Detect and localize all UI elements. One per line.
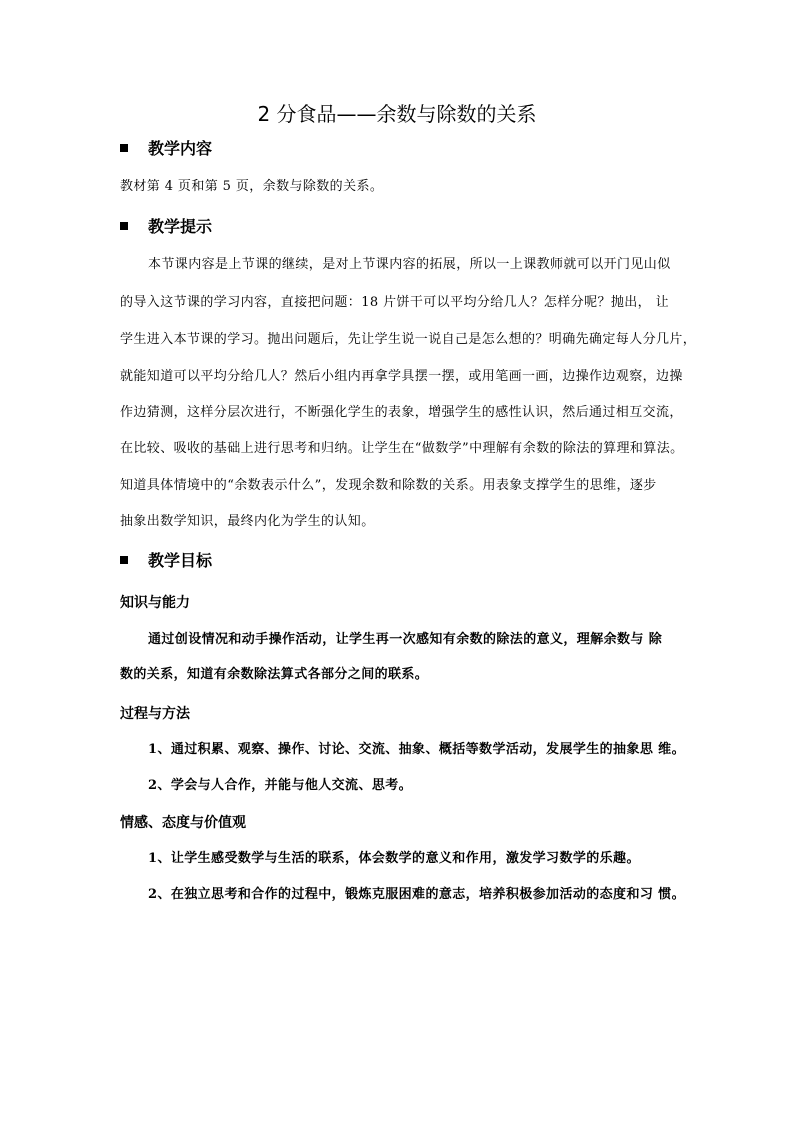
hint-line: 知道具体情境中的“余数表示什么”，发现余数和除数的关系。用表象支撑学生的思维，逐步 — [120, 478, 657, 493]
square-bullet-icon — [120, 556, 128, 564]
subheading-emotion: 情感、态度与价值观 — [120, 815, 246, 831]
process-item: 1、通过积累、观察、操作、讨论、交流、抽象、概括等数学活动，发展学生的抽象思 维。 — [148, 742, 685, 757]
section-heading-label: 教学目标 — [148, 551, 213, 570]
hint-line: 抽象出数学知识，最终内化为学生的认知。 — [120, 514, 375, 529]
emotion-item: 1、让学生感受数学与生活的联系，体会数学的意义和作用，激发学习数学的乐趣。 — [148, 851, 640, 866]
section-heading-goals — [120, 553, 212, 569]
square-bullet-icon — [120, 222, 128, 230]
page-title: 2 分食品——余数与除数的关系 — [257, 102, 537, 126]
hint-line: 就能知道可以平均分给几人？然后小组内再拿学具摆一摆，或用笔画一画，边操作边观察，边操 — [120, 369, 683, 384]
hint-line: 的导入这节课的学习内容，直接把问题：18 片饼干可以平均分给几人？怎样分呢？抛出， 让 — [120, 295, 670, 310]
section-heading-label: 教学提示 — [148, 217, 213, 236]
square-bullet-icon — [120, 144, 128, 152]
knowledge-line: 通过创设情况和动手操作活动，让学生再一次感知有余数的除法的意义，理解余数与 除 — [148, 632, 663, 647]
hint-line: 本节课内容是上节课的继续，是对上节课内容的拓展，所以一上课教师就可以开门见山似 — [148, 257, 671, 272]
emotion-item: 2、在独立思考和合作的过程中，锻炼克服困难的意志，培养积极参加活动的态度和习 惯。 — [148, 887, 685, 902]
section-heading-hints — [120, 219, 212, 235]
subheading-knowledge: 知识与能力 — [120, 595, 190, 611]
hint-line: 学生进入本节课的学习。抛出问题后，先让学生说一说自己是怎么想的？明确先确定每人分几片， — [120, 332, 697, 347]
content-text: 教材第 4 页和第 5 页，余数与除数的关系。 — [120, 179, 384, 194]
hint-line: 作边猜测，这样分层次进行，不断强化学生的表象，增强学生的感性认识，然后通过相互交流， — [120, 405, 683, 420]
subheading-process: 过程与方法 — [120, 706, 190, 722]
process-item: 2、学会与人合作，并能与他人交流、思考。 — [148, 778, 413, 793]
hint-line: 在比较、吸收的基础上进行思考和归纳。让学生在“做数学”中理解有余数的除法的算理和算法。 — [120, 441, 684, 456]
section-heading-content — [120, 141, 212, 157]
section-heading-label: 教学内容 — [148, 139, 213, 158]
knowledge-line: 数的关系，知道有余数除法算式各部分之间的联系。 — [120, 667, 429, 682]
